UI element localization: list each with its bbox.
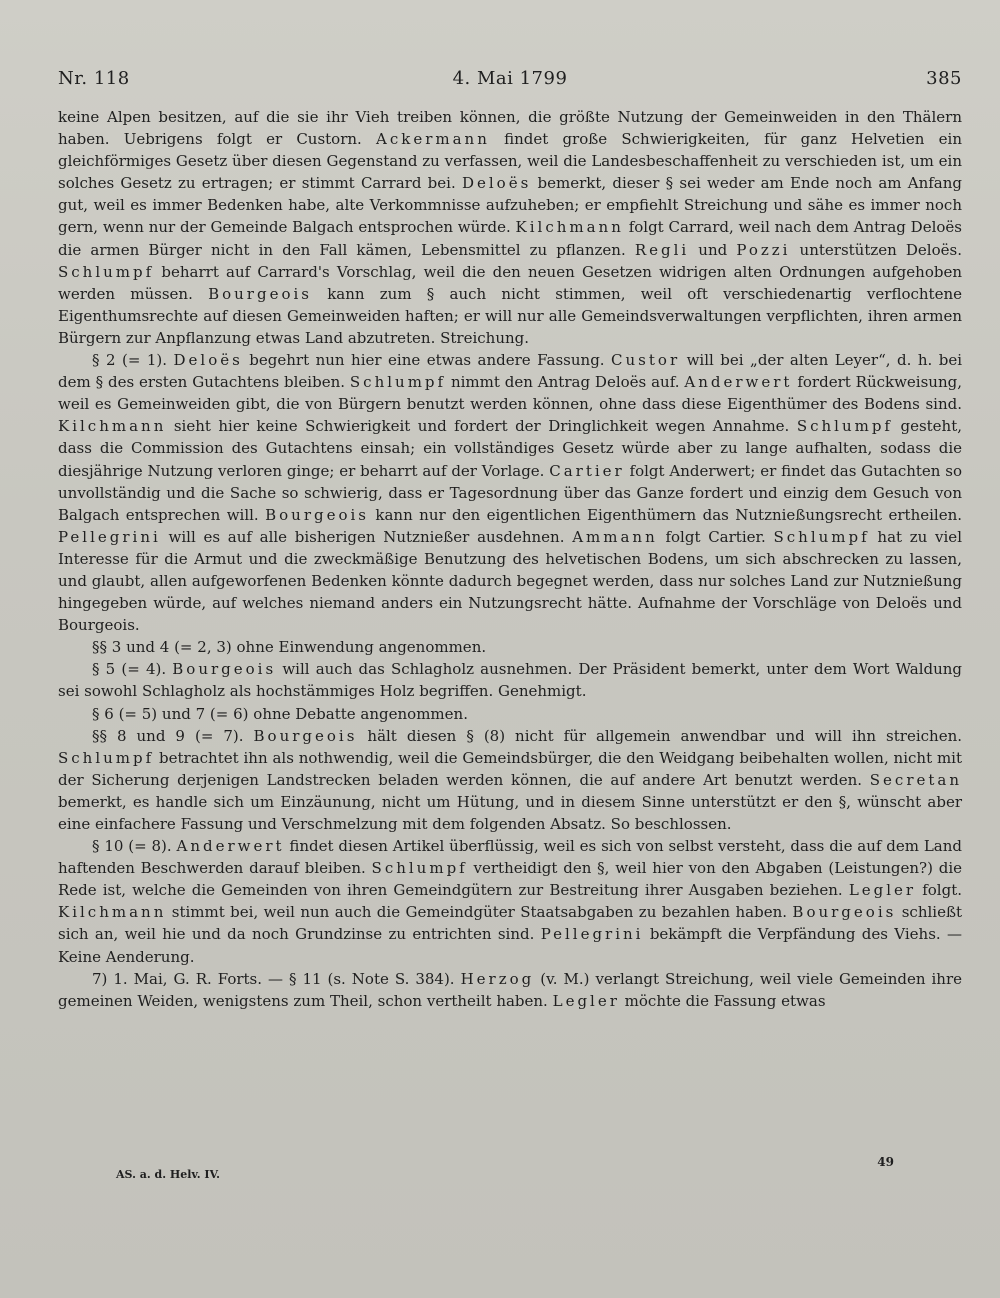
speaker-name: Schlumpf xyxy=(349,373,447,392)
text-run: will bei „der alten Leyer“, d. h. bei dem § des ersten Gutachtens bleiben. xyxy=(58,351,962,392)
speaker-name: Schlumpf xyxy=(796,417,893,436)
paragraph xyxy=(58,968,962,1012)
text-run: begehrt nun hier eine etwas andere Fassung. xyxy=(242,351,612,370)
text-run: §§ 8 und 9 (= 7). xyxy=(92,726,254,745)
text-run: stimmt bei, weil nun auch die Gemeindgüter Staatsabgaben zu bezahlen haben. xyxy=(166,903,793,922)
text-run: bekämpft die Verpfändung des Viehs. — Keine Aenderung. xyxy=(58,925,962,966)
text-run: findet große Schwierigkeiten, für ganz Helvetien ein gleichförmiges Gesetz über diesen Gegenstand zu verfassen, weil die Landesbeschaffenheit zu verschieden ist, um ein solches Gesetz zu ertragen; er stimmt Carrard bei. xyxy=(58,130,962,193)
paragraph xyxy=(58,725,962,835)
text-run: kann nur den eigentlichen Eigenthümern das Nutznießungsrecht ertheilen. xyxy=(369,505,963,524)
text-run: folgt. xyxy=(916,881,963,900)
speaker-name: Kilchmann xyxy=(58,417,167,436)
text-run: kann zum § auch nicht stimmen, weil oft verschiedenartig verflochtene Eigenthumsrechte auf diesen Gemeinweiden haften; er will nur alle Gemeindsverwaltungen verpflichten, ihren armen Bürgern zur Anpflanzung etwas Land abzutreten. Streichung. xyxy=(58,284,962,347)
text-run: betrachtet ihn als nothwendig, weil die Gemeindsbürger, die den Weidgang beibehalten wollen, nicht mit der Sicherung derjenigen Landstrecken beladen werden können, die auf andere Art benutzt werden. xyxy=(58,748,962,789)
text-run: möchte die Fassung etwas xyxy=(619,991,826,1010)
text-run: folgt Anderwert; er findet das Gutachten so unvollständig und die Sache so schwierig, dass er Tagesordnung über das Ganze fordert und einzig dem Gesuch von Balgach entsprechen will. xyxy=(58,461,962,524)
signature-number: 49 xyxy=(877,1155,894,1169)
text-run: folgt Cartier. xyxy=(657,527,774,546)
text-run: § 10 (= 8). xyxy=(92,837,177,856)
speaker-name: Schlumpf xyxy=(58,262,155,281)
text-run: folgt Carrard, weil nach dem Antrag Deloës die armen Bürger nicht in den Fall kämen, Lebensmittel zu pflanzen. xyxy=(58,218,962,259)
text-run: § 6 (= 5) und 7 (= 6) ohne Debatte angenommen. xyxy=(92,704,468,723)
speaker-name: Secretan xyxy=(869,770,962,789)
paragraph xyxy=(58,636,962,658)
text-run: keine Alpen besitzen, auf die sie ihr Vieh treiben können, die größte Nutzung der Gemeinweiden in den Thälern haben. Uebrigens folgt er Custorn. xyxy=(58,108,962,149)
page-number: 385 xyxy=(926,68,962,89)
speaker-name: Schlumpf xyxy=(773,527,870,546)
speaker-name: Anderwert xyxy=(176,837,285,856)
text-run: vertheidigt den §, weil hier von den Abgaben (Leistungen?) die Rede ist, welche die Gemeinden von ihren Gemeindgütern zur Bestreitung ihrer Ausgaben beziehen. xyxy=(58,859,962,900)
paragraph xyxy=(58,658,962,702)
text-run: bemerkt, dieser § sei weder am Ende noch am Anfang gut, weil es immer Bedenken habe, alte Verkommnisse aufzuheben; er empfiehlt Streichung und sähe es immer noch gern, wenn nur der Gemeinde Balgach entsprochen würde. xyxy=(58,174,962,237)
speaker-name: Bourgeois xyxy=(208,284,312,303)
speaker-name: Schlumpf xyxy=(371,859,468,878)
text-run: fordert Rückweisung, weil es Gemeinweiden gibt, die von Bürgern benutzt werden können, ohne dass diese Eigenthümer des Bodens sind. xyxy=(58,373,962,414)
document-number: Nr. 118 xyxy=(58,68,130,89)
speaker-name: Herzog xyxy=(460,969,535,988)
text-run: sieht hier keine Schwierigkeit und fordert der Dringlichkeit wegen Annahme. xyxy=(166,417,797,436)
speaker-name: Custor xyxy=(611,351,681,370)
text-run: will auch das Schlagholz ausnehmen. Der Präsident bemerkt, unter dem Wort Waldung sei sowohl Schlagholz als hochstämmiges Holz begriffen. Genehmigt. xyxy=(58,660,963,701)
text-run: bemerkt, es handle sich um Einzäunung, nicht um Hütung, und in diesem Sinne unterstützt er den §, wünscht aber eine einfachere Fassung und Verschmelzung mit dem folgenden Absatz. So beschlossen. xyxy=(58,792,962,833)
text-run: und xyxy=(689,240,737,259)
speaker-name: Schlumpf xyxy=(58,748,155,767)
speaker-name: Regli xyxy=(634,240,690,259)
speaker-name: Anderwert xyxy=(684,373,793,392)
text-run: (v. M.) verlangt Streichung, weil viele Gemeinden ihre gemeinen Weiden, wenigstens zum Theil, schon vertheilt haben. xyxy=(58,969,962,1010)
body-text xyxy=(58,106,962,1012)
text-run: § 5 (= 4). xyxy=(92,660,173,679)
footer-source: AS. a. d. Helv. IV. xyxy=(116,1168,220,1181)
text-run: §§ 3 und 4 (= 2, 3) ohne Einwendung angenommen. xyxy=(92,638,487,657)
speaker-name: Bourgeois xyxy=(172,660,277,679)
document-date: 4. Mai 1799 xyxy=(452,68,568,89)
text-run: findet diesen Artikel überflüssig, weil es sich von selbst versteht, dass die auf dem Land haftenden Beschwerden darauf bleiben. xyxy=(58,837,962,878)
text-run: unterstützen Deloës. xyxy=(790,240,962,259)
speaker-name: Legler xyxy=(848,881,917,900)
speaker-name: Bourgeois xyxy=(265,505,369,524)
text-run: § 2 (= 1). xyxy=(92,351,174,370)
text-run: hält diesen § (8) nicht für allgemein anwendbar und will ihn streichen. xyxy=(357,726,962,745)
page-header xyxy=(58,68,962,96)
paragraph xyxy=(58,835,962,968)
speaker-name: Cartier xyxy=(549,461,625,480)
text-run: nimmt den Antrag Deloës auf. xyxy=(446,373,685,392)
speaker-name: Kilchmann xyxy=(515,218,624,237)
text-run: will es auf alle bisherigen Nutznießer ausdehnen. xyxy=(160,527,573,546)
speaker-name: Deloës xyxy=(173,351,243,370)
paragraph xyxy=(58,349,962,636)
speaker-name: Pellegrini xyxy=(540,925,644,944)
speaker-name: Deloës xyxy=(461,174,532,193)
speaker-name: Bourgeois xyxy=(792,903,897,922)
speaker-name: Ackermann xyxy=(376,130,490,149)
speaker-name: Bourgeois xyxy=(253,726,358,745)
speaker-name: Pozzi xyxy=(736,240,791,259)
text-run: beharrt auf Carrard's Vorschlag, weil die den neuen Gesetzen widrigen alten Ordnungen aufgehoben werden müssen. xyxy=(58,262,962,303)
text-run: 7) 1. Mai, G. R. Forts. — § 11 (s. Note S. 384). xyxy=(92,969,461,988)
speaker-name: Ammann xyxy=(572,527,658,546)
paragraph xyxy=(58,106,962,349)
speaker-name: Pellegrini xyxy=(58,527,161,546)
text-run: hat zu viel Interesse für die Armut und die zweckmäßige Benutzung des helvetischen Bodens, um sich abschrecken zu lassen, und glaubt, allen aufgeworfenen Bedenken könnte dadurch begegnet werden, dass nur solches Land zur Nutznießung hingegeben würde, auf welches niemand anders ein Nutzungsrecht hätte. Aufnahme der Vorschläge von Deloës und Bourgeois. xyxy=(58,527,962,635)
speaker-name: Kilchmann xyxy=(58,903,167,922)
text-run: gesteht, dass die Commission des Gutachtens einsah; ein vollständiges Gesetz würde aber zu lange aufhalten, sodass die diesjährige Nutzung verloren ginge; er beharrt auf der Vorlage. xyxy=(58,417,963,480)
speaker-name: Legler xyxy=(552,991,620,1010)
text-run: schließt sich an, weil hie und da noch Grundzinse zu entrichten sind. xyxy=(58,903,962,944)
paragraph xyxy=(58,703,962,725)
